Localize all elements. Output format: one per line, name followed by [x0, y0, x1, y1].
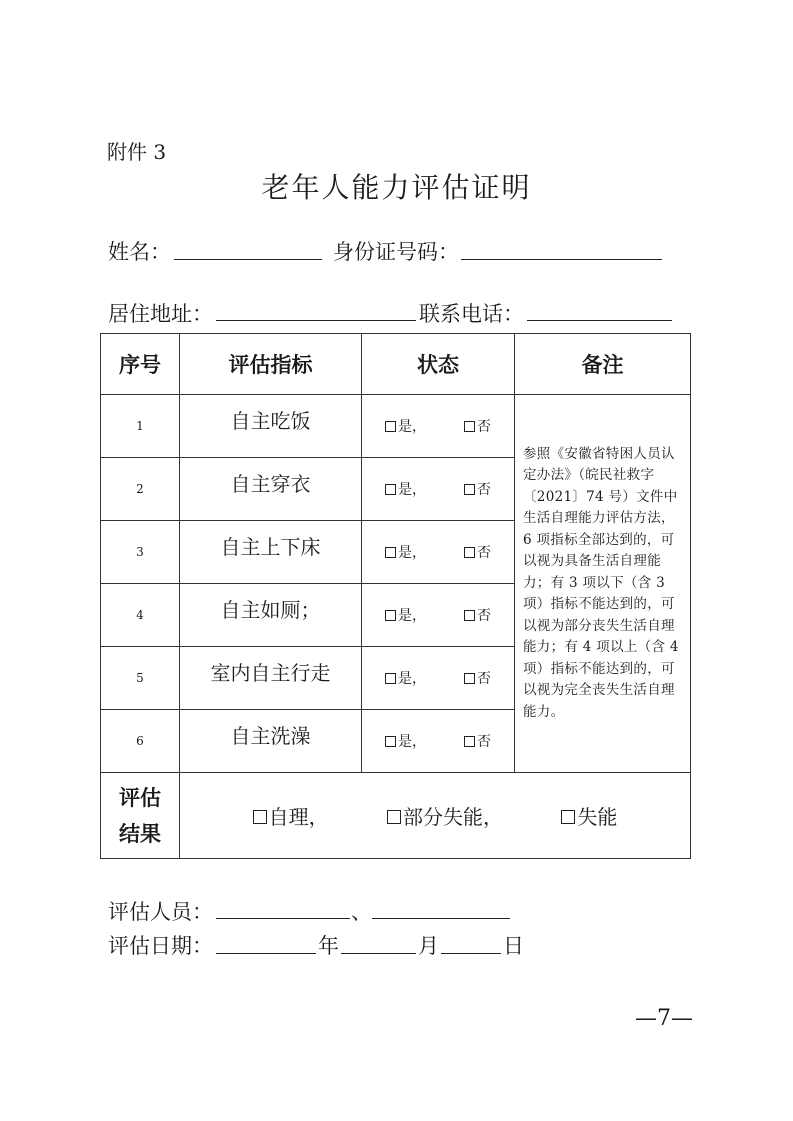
- assessor-separator: 、: [351, 900, 372, 924]
- row-status: [362, 458, 515, 521]
- name-field[interactable]: [174, 259, 322, 260]
- no-label: 否: [477, 545, 491, 561]
- yes-label: 是，: [398, 482, 426, 498]
- checkbox-icon: [385, 610, 396, 621]
- assessor-label: 评估人员：: [108, 900, 213, 924]
- page-number: —7—: [635, 1006, 693, 1031]
- row-status: [362, 521, 515, 584]
- result-option-self-care[interactable]: [253, 801, 329, 830]
- yes-option[interactable]: [385, 731, 426, 751]
- checkbox-icon: [385, 547, 396, 558]
- checkbox-icon: [464, 610, 475, 621]
- assessor-1-field[interactable]: [216, 918, 350, 919]
- header-status: 状态: [362, 334, 515, 395]
- yes-label: 是，: [398, 734, 426, 750]
- day-label: 日: [503, 934, 524, 958]
- notes-cell: 参照《安徽省特困人员认定办法》（皖民社救字〔2021〕74 号）文件中生活自理能力评估方法，6 项指标全部达到的，可以视为具备生活自理能力；有 3 项以下（含 3 项）指标不能达到的，可以视为部分丧失生活自理能力；有 4 项以上（含 4 项）指标不能达到的，可以视为完全丧失生活自理能力。: [515, 395, 691, 773]
- result-label-line1: 评估: [119, 785, 161, 810]
- day-field[interactable]: [441, 953, 501, 954]
- header-seq: 序号: [101, 334, 180, 395]
- page-title: 老年人能力评估证明: [261, 171, 532, 204]
- no-label: 否: [477, 608, 491, 624]
- yes-option[interactable]: [385, 479, 426, 499]
- checkbox-icon: [464, 673, 475, 684]
- no-label: 否: [477, 734, 491, 750]
- row-number: 2: [101, 458, 180, 521]
- yes-label: 是，: [398, 545, 426, 561]
- row-number: 1: [101, 395, 180, 458]
- result-option-partial-disability[interactable]: [387, 801, 503, 830]
- phone-field[interactable]: [527, 320, 672, 321]
- result-options: [180, 773, 691, 859]
- no-option[interactable]: [464, 605, 491, 625]
- checkbox-icon: [385, 421, 396, 432]
- checkbox-icon: [561, 810, 575, 824]
- address-label: 居住地址：: [108, 302, 213, 326]
- result-label: [101, 773, 180, 859]
- year-field[interactable]: [216, 953, 316, 954]
- no-option[interactable]: [464, 731, 491, 751]
- header-indicator: 评估指标: [180, 334, 362, 395]
- checkbox-icon: [464, 547, 475, 558]
- checkbox-icon: [387, 810, 401, 824]
- header-notes: 备注: [515, 334, 691, 395]
- year-label: 年: [318, 934, 339, 958]
- checkbox-icon: [385, 484, 396, 495]
- yes-label: 是，: [398, 608, 426, 624]
- row-indicator: 自主洗澡: [180, 710, 362, 773]
- assessor-2-field[interactable]: [372, 918, 510, 919]
- result-option-label: 失能: [577, 805, 618, 829]
- result-label-line2: 结果: [119, 821, 161, 846]
- row-number: 5: [101, 647, 180, 710]
- row-status: [362, 647, 515, 710]
- row-indicator: 室内自主行走: [180, 647, 362, 710]
- checkbox-icon: [385, 736, 396, 747]
- checkbox-icon: [385, 673, 396, 684]
- attachment-label: 附件 3: [107, 140, 167, 164]
- row-status: [362, 710, 515, 773]
- row-number: 4: [101, 584, 180, 647]
- assessment-table: [100, 333, 691, 859]
- no-label: 否: [477, 419, 491, 435]
- checkbox-icon: [464, 421, 475, 432]
- table-header-row: [101, 334, 691, 395]
- checkbox-icon: [464, 736, 475, 747]
- yes-option[interactable]: [385, 542, 426, 562]
- yes-option[interactable]: [385, 605, 426, 625]
- row-indicator: 自主穿衣: [180, 458, 362, 521]
- checkbox-icon: [253, 810, 267, 824]
- row-number: 6: [101, 710, 180, 773]
- row-status: [362, 584, 515, 647]
- row-status: [362, 395, 515, 458]
- table-row: [101, 395, 691, 458]
- month-field[interactable]: [341, 953, 416, 954]
- yes-label: 是，: [398, 671, 426, 687]
- row-number: 3: [101, 521, 180, 584]
- result-option-label: 部分失能，: [403, 805, 503, 829]
- no-label: 否: [477, 482, 491, 498]
- row-indicator: 自主吃饭: [180, 395, 362, 458]
- date-label: 评估日期：: [108, 934, 213, 958]
- no-option[interactable]: [464, 479, 491, 499]
- no-option[interactable]: [464, 416, 491, 436]
- no-option[interactable]: [464, 542, 491, 562]
- row-indicator: 自主如厕；: [180, 584, 362, 647]
- no-option[interactable]: [464, 668, 491, 688]
- month-label: 月: [418, 934, 439, 958]
- id-number-field[interactable]: [461, 259, 662, 260]
- result-row: [101, 773, 691, 859]
- yes-label: 是，: [398, 419, 426, 435]
- yes-option[interactable]: [385, 668, 426, 688]
- address-field[interactable]: [216, 320, 416, 321]
- result-option-disability[interactable]: [561, 801, 617, 830]
- checkbox-icon: [464, 484, 475, 495]
- yes-option[interactable]: [385, 416, 426, 436]
- name-label: 姓名：: [108, 240, 171, 264]
- phone-label: 联系电话：: [419, 302, 524, 326]
- no-label: 否: [477, 671, 491, 687]
- id-number-label: 身份证号码：: [333, 240, 459, 264]
- row-indicator: 自主上下床: [180, 521, 362, 584]
- result-option-label: 自理，: [268, 805, 329, 829]
